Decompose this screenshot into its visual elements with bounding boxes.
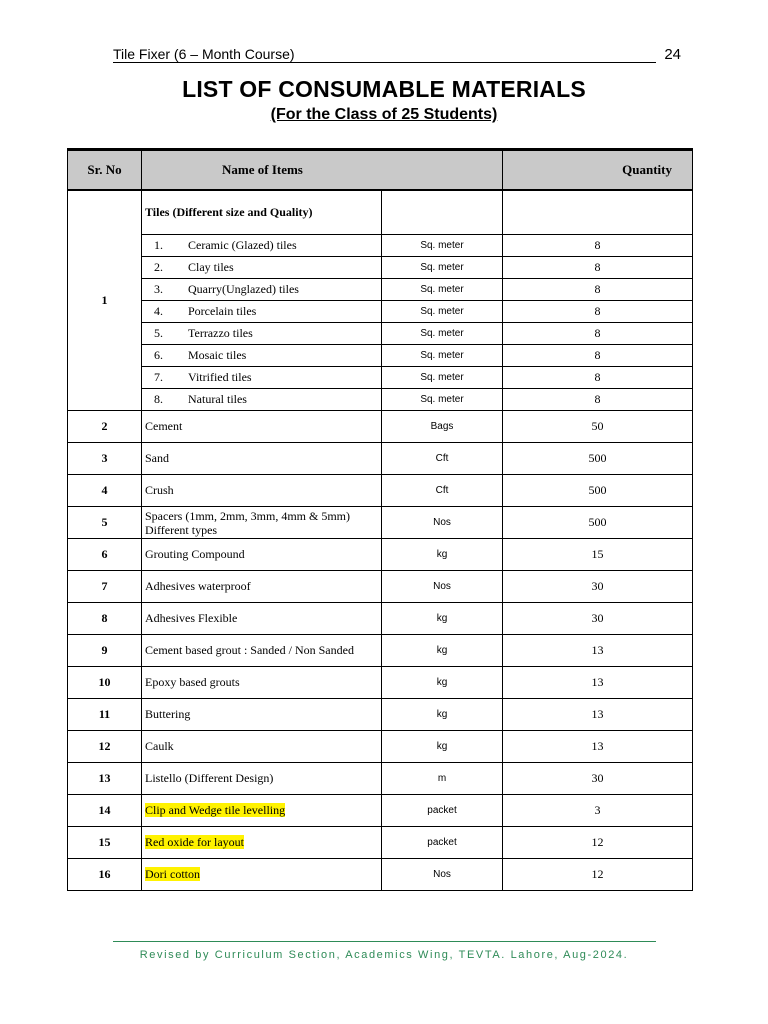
qty-cell: 30 bbox=[503, 571, 693, 603]
item-number: 6. bbox=[154, 348, 163, 362]
qty-cell: 30 bbox=[503, 763, 693, 795]
qty-cell: 8 bbox=[503, 323, 693, 345]
table-row bbox=[68, 389, 693, 411]
sr-cell: 2 bbox=[68, 411, 142, 443]
unit-cell: kg bbox=[382, 635, 503, 667]
unit-cell: Sq. meter bbox=[382, 367, 503, 389]
sr-cell: 15 bbox=[68, 827, 142, 859]
item-number: 3. bbox=[154, 282, 163, 296]
item-name-cell bbox=[142, 507, 382, 539]
qty-cell: 8 bbox=[503, 235, 693, 257]
unit-cell: Sq. meter bbox=[382, 279, 503, 301]
sr-cell: 3 bbox=[68, 443, 142, 475]
item-name: Clip and Wedge tile levelling bbox=[145, 803, 286, 817]
item-name-cell bbox=[142, 699, 382, 731]
item-name-cell bbox=[142, 603, 382, 635]
unit-cell: kg bbox=[382, 539, 503, 571]
item-name-cell bbox=[142, 443, 382, 475]
qty-cell: 12 bbox=[503, 859, 693, 891]
item-number: 5. bbox=[154, 326, 163, 340]
qty-cell: 3 bbox=[503, 795, 693, 827]
item-name-cell bbox=[142, 635, 382, 667]
item-number: 2. bbox=[154, 260, 163, 274]
unit-cell: Nos bbox=[382, 571, 503, 603]
table-row bbox=[68, 635, 693, 667]
unit-cell: Nos bbox=[382, 859, 503, 891]
item-name: Vitrified tiles bbox=[188, 370, 252, 384]
unit-cell: Sq. meter bbox=[382, 389, 503, 411]
item-name: Grouting Compound bbox=[145, 547, 245, 561]
table-row bbox=[68, 571, 693, 603]
unit-cell: kg bbox=[382, 667, 503, 699]
unit-cell: kg bbox=[382, 699, 503, 731]
item-name: Clay tiles bbox=[188, 260, 234, 274]
item-number: 1. bbox=[154, 238, 163, 252]
table-row bbox=[68, 539, 693, 571]
column-header-sr: Sr. No bbox=[68, 150, 142, 191]
sr-cell: 14 bbox=[68, 795, 142, 827]
unit-cell: Bags bbox=[382, 411, 503, 443]
item-name: Crush bbox=[145, 483, 174, 497]
qty-cell: 500 bbox=[503, 443, 693, 475]
qty-cell: 8 bbox=[503, 389, 693, 411]
unit-cell: Sq. meter bbox=[382, 235, 503, 257]
item-name: Red oxide for layout bbox=[145, 835, 244, 849]
sr-cell: 5 bbox=[68, 507, 142, 539]
qty-cell: 8 bbox=[503, 345, 693, 367]
item-name-cell bbox=[142, 475, 382, 507]
item-name: Adhesives Flexible bbox=[145, 611, 238, 625]
item-name: Cement bbox=[145, 419, 183, 433]
item-name-cell bbox=[142, 323, 382, 345]
item-number: 4. bbox=[154, 304, 163, 318]
sr-cell: 7 bbox=[68, 571, 142, 603]
item-name: Buttering bbox=[145, 707, 191, 721]
qty-cell: 13 bbox=[503, 635, 693, 667]
qty-cell: 8 bbox=[503, 257, 693, 279]
sr-cell: 10 bbox=[68, 667, 142, 699]
unit-cell: kg bbox=[382, 731, 503, 763]
item-name: Epoxy based grouts bbox=[145, 675, 240, 689]
table-row bbox=[68, 235, 693, 257]
item-name-cell bbox=[142, 571, 382, 603]
item-name: Ceramic (Glazed) tiles bbox=[188, 238, 297, 252]
qty-cell: 8 bbox=[503, 367, 693, 389]
table-row bbox=[68, 301, 693, 323]
unit-cell bbox=[382, 190, 503, 235]
table-row bbox=[68, 345, 693, 367]
table-row bbox=[68, 257, 693, 279]
item-name: Dori cotton bbox=[145, 867, 200, 881]
qty-cell: 8 bbox=[503, 301, 693, 323]
item-name-cell bbox=[142, 795, 382, 827]
item-name: Spacers (1mm, 2mm, 3mm, 4mm & 5mm) bbox=[145, 508, 350, 523]
table-row bbox=[68, 279, 693, 301]
item-name-cell bbox=[142, 731, 382, 763]
sr-cell: 1 bbox=[68, 190, 142, 411]
item-name-cell bbox=[142, 301, 382, 323]
table-row bbox=[68, 763, 693, 795]
table-row bbox=[68, 443, 693, 475]
qty-cell: 13 bbox=[503, 667, 693, 699]
sr-cell: 6 bbox=[68, 539, 142, 571]
item-number: 8. bbox=[154, 392, 163, 406]
unit-cell: Cft bbox=[382, 443, 503, 475]
item-name: Adhesives waterproof bbox=[145, 579, 251, 593]
item-name-cell bbox=[142, 367, 382, 389]
item-name-cell bbox=[142, 279, 382, 301]
unit-cell: Sq. meter bbox=[382, 323, 503, 345]
qty-cell: 12 bbox=[503, 827, 693, 859]
item-name-cell bbox=[142, 859, 382, 891]
item-name-cell bbox=[142, 345, 382, 367]
course-title: Tile Fixer (6 – Month Course) bbox=[113, 46, 656, 63]
document-title: LIST OF CONSUMABLE MATERIALS bbox=[182, 76, 586, 102]
table-header-row bbox=[68, 150, 693, 191]
item-name: Mosaic tiles bbox=[188, 348, 247, 362]
unit-cell: Sq. meter bbox=[382, 345, 503, 367]
item-name-cell bbox=[142, 827, 382, 859]
sr-cell: 8 bbox=[68, 603, 142, 635]
item-name: Cement based grout : Sanded / Non Sanded bbox=[145, 643, 354, 657]
item-name: Quarry(Unglazed) tiles bbox=[188, 282, 299, 296]
table-row bbox=[68, 190, 693, 235]
table-row bbox=[68, 859, 693, 891]
table-row bbox=[68, 795, 693, 827]
table-row bbox=[68, 323, 693, 345]
item-name-cell bbox=[142, 667, 382, 699]
unit-cell: Sq. meter bbox=[382, 257, 503, 279]
sr-cell: 9 bbox=[68, 635, 142, 667]
table-row bbox=[68, 475, 693, 507]
qty-cell: 13 bbox=[503, 699, 693, 731]
table-row bbox=[68, 699, 693, 731]
sr-cell: 4 bbox=[68, 475, 142, 507]
column-header-name: Name of Items bbox=[142, 150, 503, 191]
qty-cell: 30 bbox=[503, 603, 693, 635]
sr-cell: 16 bbox=[68, 859, 142, 891]
item-name-cell bbox=[142, 539, 382, 571]
document-subtitle bbox=[0, 106, 768, 124]
unit-cell: m bbox=[382, 763, 503, 795]
unit-cell: Sq. meter bbox=[382, 301, 503, 323]
item-name-cell bbox=[142, 389, 382, 411]
table-row bbox=[68, 507, 693, 539]
unit-cell: Cft bbox=[382, 475, 503, 507]
item-name-cell bbox=[142, 411, 382, 443]
footer-text: Revised by Curriculum Section, Academics Wing, TEVTA. Lahore, Aug-2024. bbox=[139, 949, 629, 961]
item-name-cell bbox=[142, 235, 382, 257]
qty-cell bbox=[503, 190, 693, 235]
qty-cell: 50 bbox=[503, 411, 693, 443]
group-heading: Tiles (Different size and Quality) bbox=[142, 190, 382, 235]
table-row bbox=[68, 827, 693, 859]
unit-cell: packet bbox=[382, 795, 503, 827]
qty-cell: 500 bbox=[503, 507, 693, 539]
item-name-line-2: Different types bbox=[145, 522, 218, 537]
page-header bbox=[113, 46, 681, 64]
table-row bbox=[68, 367, 693, 389]
item-name: Terrazzo tiles bbox=[188, 326, 253, 340]
item-number: 7. bbox=[154, 370, 163, 384]
materials-table bbox=[67, 148, 693, 891]
sr-cell: 12 bbox=[68, 731, 142, 763]
qty-cell: 8 bbox=[503, 279, 693, 301]
sr-cell: 11 bbox=[68, 699, 142, 731]
item-name: Sand bbox=[145, 451, 169, 465]
item-name-cell bbox=[142, 257, 382, 279]
table-body bbox=[68, 190, 693, 891]
unit-cell: packet bbox=[382, 827, 503, 859]
page-number: 24 bbox=[664, 46, 681, 63]
qty-cell: 15 bbox=[503, 539, 693, 571]
item-name: Caulk bbox=[145, 739, 174, 753]
sr-cell: 13 bbox=[68, 763, 142, 795]
item-name-cell bbox=[142, 763, 382, 795]
table-row bbox=[68, 731, 693, 763]
unit-cell: kg bbox=[382, 603, 503, 635]
qty-cell: 13 bbox=[503, 731, 693, 763]
footer-divider bbox=[113, 941, 656, 942]
item-name: Listello (Different Design) bbox=[145, 771, 274, 785]
column-header-quantity: Quantity bbox=[503, 150, 693, 191]
table-row bbox=[68, 603, 693, 635]
table-row bbox=[68, 667, 693, 699]
qty-cell: 500 bbox=[503, 475, 693, 507]
subtitle-text: (For the Class of 25 Students) bbox=[270, 106, 498, 123]
item-name: Natural tiles bbox=[188, 392, 247, 406]
unit-cell: Nos bbox=[382, 507, 503, 539]
table-row bbox=[68, 411, 693, 443]
item-name: Porcelain tiles bbox=[188, 304, 257, 318]
